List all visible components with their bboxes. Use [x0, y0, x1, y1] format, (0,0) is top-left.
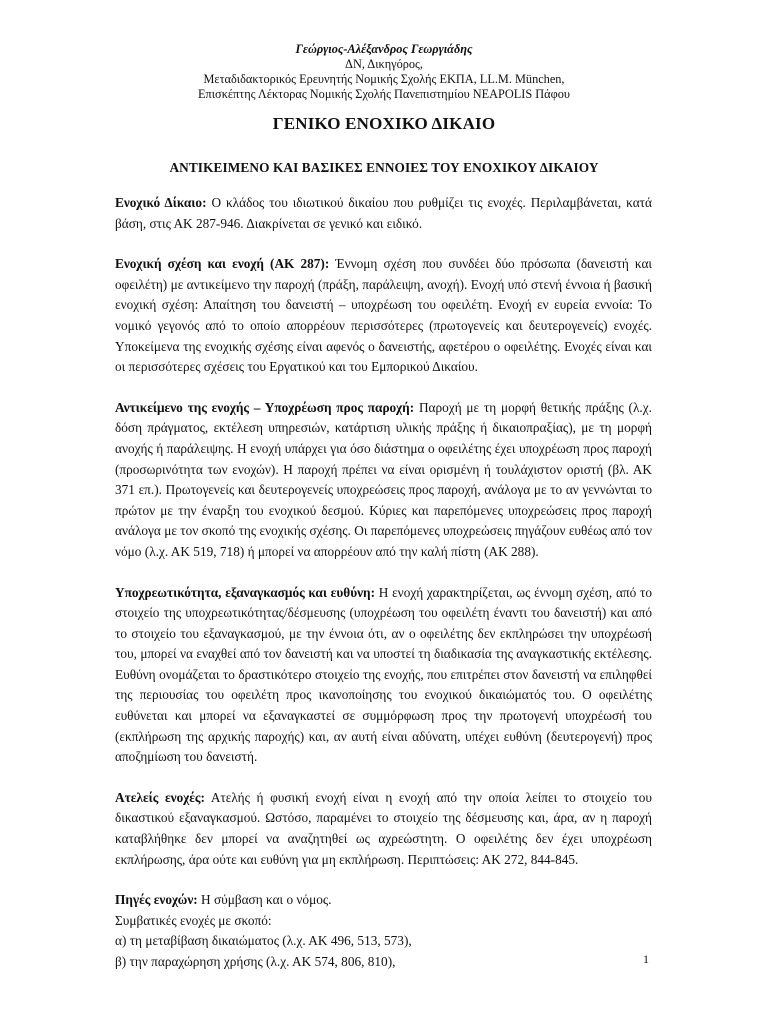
section-heading: Αντικείμενο της ενοχής – Υποχρέωση προς παροχή: [115, 399, 415, 415]
section-text: Έννομη σχέση που συνδέει δύο πρόσωπα (δανειστή και οφειλέτη) με αντικείμενο την παροχή (πράξη, παράλειψη, ανοχή). Ενοχή υπό στενή έννοια ή βασική ενοχική σχέση: Απαίτηση του δανειστή – υποχρέωση του οφειλέτη. Ενοχή εν ευρεία εννοία: Το νομικό γεγονός από το οποίο απορρέουν περισσότερες (πρωτογενείς και δευτερογενείς) ενοχές. Υποκείμενα της ενοχικής σχέσης είναι αφενός ο δανειστής, αφετέρου ο οφειλέτης. Ενοχές είναι και οι περισσότερες σχέσεις του Εργατικού και του Εμπορικού Δικαίου. [115, 256, 652, 375]
section-heading: Υποχρεωτικότητα, εξαναγκασμός και ευθύνη: [115, 584, 376, 600]
section-heading: Πηγές ενοχών: [115, 892, 198, 908]
author-affiliation: Μεταδιδακτορικός Ερευνητής Νομικής Σχολής ΕΚΠΑ, LL.M. München, [203, 72, 565, 86]
sources-line: α) τη μεταβίβαση δικαιώματος (λ.χ. ΑΚ 496, 513, 573), [115, 933, 412, 949]
section-piges-enochon [115, 890, 652, 972]
section-enochiki-schesi [115, 254, 652, 378]
sources-line: β) την παραχώρηση χρήσης (λ.χ. ΑΚ 574, 806, 810), [115, 954, 396, 969]
section-ypochreotikotita [115, 583, 652, 768]
section-enochiko-dikaio [115, 193, 652, 234]
author-block [0, 42, 768, 102]
section-text: Η ενοχή χαρακτηρίζεται, ως έννομη σχέση, από το στοιχείο της υποχρεωτικότητας/δέσμευσης (υποχρέωση του οφειλέτη έναντι του δανειστή) και από το στοιχείο του εξαναγκασμού, με την έννοια ότι, αν ο οφειλέτης δεν εκπληρώσει την υποχρέωσή του, μπορεί να εναχθεί από τον δανειστή και να υποστεί τη διαδικασία της αναγκαστικής εκτέλεσης. Ευθύνη ονομάζεται το δραστικότερο στοιχείο της ενοχής, που επιτρέπει στον δανειστή να επιληφθεί της περιουσίας του οφειλέτη προς ικανοποίησης του ενοχικού δικαιώματός του. Ο οφειλέτης ευθύνεται και μπορεί να εξαναγκαστεί σε συμμόρφωση προς την πρωτογενή υποχρέωσή του (εκπλήρωση της αρχικής παροχής) και, αν αυτή είναι αδύνατη, υπέχει ευθύνη (δευτερογενή) προς αποζημίωση του δανειστή. [115, 584, 653, 765]
section-text: Ατελής ή φυσική ενοχή είναι η ενοχή από την οποία λείπει το στοιχείο του δικαστικού εξαναγκασμού. Ωστόσο, παραμένει το στοιχείο της δέσμευσης και, άρα, αν η παροχή καταβλήθηκε δεν μπορεί να αναζητηθεί ως αχρεώστητη. Ο οφειλέτης δεν έχει υποχρέωση εκπλήρωσης, άρα ούτε και ευθύνη για μη εκπλήρωση. Περιπτώσεις: ΑΚ 272, 844-845. [115, 789, 652, 867]
document-subtitle: ΑΝΤΙΚΕΙΜΕΝΟ ΚΑΙ ΒΑΣΙΚΕΣ ΕΝΝΟΙΕΣ ΤΟΥ ΕΝΟΧΙΚΟΥ ΔΙΚΑΙΟΥ [169, 160, 599, 175]
author-credential: ΔΝ, Δικηγόρος, [345, 57, 423, 71]
sources-line: Συμβατικές ενοχές με σκοπό: [115, 912, 272, 928]
section-heading: Ατελείς ενοχές: [115, 789, 205, 805]
section-heading: Ενοχική σχέση και ενοχή (ΑΚ 287): [115, 256, 330, 272]
section-text: Ο κλάδος του ιδιωτικού δικαίου που ρυθμίζει τις ενοχές. Περιλαμβάνεται, κατά βάση, στις ΑΚ 287-946. Διακρίνεται σε γενικό και ειδικό. [115, 195, 652, 231]
page-number: 1 [643, 952, 649, 966]
section-heading: Ενοχικό Δίκαιο: [115, 195, 207, 210]
section-text: Η σύμβαση και ο νόμος. [197, 892, 332, 908]
author-name: Γεώργιος-Αλέξανδρος Γεωργιάδης [295, 42, 473, 56]
section-antikeimeno [115, 398, 652, 563]
author-visiting-position: Επισκέπτης Λέκτορας Νομικής Σχολής Πανεπιστημίου NEAPOLIS Πάφου [198, 87, 570, 101]
document-body [115, 193, 652, 973]
sources-intro [115, 890, 652, 911]
section-ateleis-enoches [115, 788, 652, 870]
section-text: Παροχή με τη μορφή θετικής πράξης (λ.χ. δόση πράγματος, εκτέλεση υπηρεσιών, κατάρτιση υλικής πράξης ή δικαιοπραξίας), με τη μορφή ανοχής ή παράλειψης. Η ενοχή υπάρχει για όσο διάστημα ο οφειλέτης έχει υποχρέωση προς παροχή (προσωρινότητα των ενοχών). Η παροχή πρέπει να είναι ορισμένη ή τουλάχιστον οριστή (βλ. ΑΚ 371 επ.). Πρωτογενείς και δευτερογενείς υποχρεώσεις προς παροχή, ανάλογα με το αν γεννώνται το πρώτον με την έναρξη του ενοχικού δεσμού. Κύριες και παρεπόμενες υποχρεώσεις προς παροχή ανάλογα με τον σκοπό της ενοχικής σχέσης. Οι παρεπόμενες υποχρεώσεις πηγάζουν ευθέως από τον νόμο (λ.χ. ΑΚ 519, 718) ή μπορεί να απορρέουν από την καλή πίστη (ΑΚ 288). [115, 399, 652, 559]
document-title: ΓΕΝΙΚΟ ΕΝΟΧΙΚΟ ΔΙΚΑΙΟ [272, 114, 496, 133]
